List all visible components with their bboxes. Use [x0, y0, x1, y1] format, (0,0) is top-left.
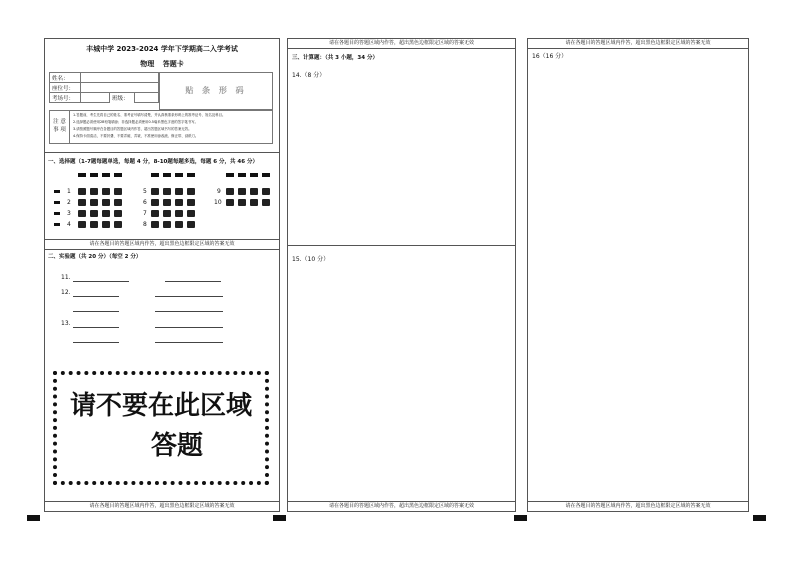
option-bubble[interactable]	[102, 210, 110, 217]
option-bubble[interactable]	[238, 199, 246, 206]
warning-text: 请在各题目的答题区域内作答，超出黑色边框限定区域的答案无效	[288, 39, 515, 49]
option-bubble[interactable]	[78, 188, 86, 195]
option-bubble[interactable]	[90, 199, 98, 206]
question-number: 1	[67, 188, 71, 195]
exam-subtitle: 物理 答题卡	[140, 60, 184, 68]
notice-line: 1.答题前，考生先将自己的姓名、准考证号填写清楚，并认真核准条形码上的准考证号、姓名及科目。	[73, 113, 226, 117]
option-bubble[interactable]	[187, 221, 195, 228]
answer-blank[interactable]	[73, 311, 119, 312]
question-number: 7	[143, 210, 147, 217]
item-number: 12.	[61, 289, 71, 296]
answer-blank[interactable]	[73, 281, 129, 282]
option-bubble[interactable]	[175, 188, 183, 195]
option-bubble[interactable]	[102, 221, 110, 228]
room-label: 考场号：	[50, 93, 81, 103]
no-answer-zone	[53, 371, 269, 485]
question-14-label: 14.（8 分）	[292, 72, 326, 79]
item-number: 11.	[61, 274, 71, 281]
option-bubble[interactable]	[114, 221, 122, 228]
option-bubble[interactable]	[151, 199, 159, 206]
notice-line: 4.保持卡面清洁，不要折叠、不要弄破、弄皱，不准使用涂改液、修正带、刮纸刀。	[73, 134, 199, 138]
question-number: 5	[143, 188, 147, 195]
option-bubble[interactable]	[90, 221, 98, 228]
option-bubble[interactable]	[226, 199, 234, 206]
class-field[interactable]	[135, 93, 159, 103]
option-bubble[interactable]	[114, 188, 122, 195]
alignment-marker	[753, 515, 766, 521]
option-bubble[interactable]	[102, 199, 110, 206]
warning-text: 请在各题目的答题区域内作答，超出黑色边框限定区域的答案无效	[288, 501, 515, 511]
question-14-answer-area[interactable]	[288, 79, 515, 244]
question-number: 8	[143, 221, 147, 228]
option-bubble[interactable]	[78, 210, 86, 217]
option-bubble[interactable]	[90, 188, 98, 195]
question-number: 4	[67, 221, 71, 228]
student-info-table	[49, 72, 159, 103]
question-16-label: 16（16 分）	[532, 53, 568, 60]
option-bubble[interactable]	[187, 188, 195, 195]
answer-column-1	[44, 38, 280, 512]
name-label: 姓名：	[50, 73, 81, 83]
option-bubble[interactable]	[175, 210, 183, 217]
question-number: 9	[217, 188, 221, 195]
option-bubble[interactable]	[151, 188, 159, 195]
no-answer-line2: 答题	[150, 431, 203, 461]
alignment-marker	[27, 515, 40, 521]
barcode-area	[159, 72, 273, 110]
answer-blank[interactable]	[165, 281, 221, 282]
option-bubble[interactable]	[90, 210, 98, 217]
option-bubble[interactable]	[262, 188, 270, 195]
no-answer-line1: 请不要在此区域	[69, 391, 252, 421]
option-bubble[interactable]	[175, 221, 183, 228]
warning-text: 请在各题目的答题区域内作答，超出黑色边框限定区域的答案无效	[528, 501, 748, 511]
alignment-marker	[514, 515, 527, 521]
question-15-answer-area[interactable]	[288, 263, 515, 501]
option-bubble[interactable]	[78, 221, 86, 228]
answer-blank[interactable]	[73, 327, 119, 328]
option-bubble[interactable]	[187, 199, 195, 206]
question-number: 2	[67, 199, 71, 206]
warning-text: 请在各题目的答题区域内作答，超出黑色边框限定区域的答案无效	[45, 501, 279, 511]
option-bubble[interactable]	[262, 199, 270, 206]
class-label: 班级：	[112, 95, 129, 102]
option-bubble[interactable]	[187, 210, 195, 217]
section2-title: 二、实验题（共 20 分）（每空 2 分）	[48, 254, 142, 260]
notice-line: 2.选择题必须使用2B铅笔填涂；非选择题必须使用0.5毫米黑色字迹的签字笔书写。	[73, 120, 198, 124]
seat-field[interactable]	[81, 83, 159, 93]
question-16-answer-area[interactable]	[528, 61, 748, 501]
answer-blank[interactable]	[155, 342, 223, 343]
warning-text: 请在各题目的答题区域内作答，超出黑色边框限定区域的答案无效	[528, 39, 748, 49]
option-bubble[interactable]	[102, 188, 110, 195]
option-bubble[interactable]	[163, 199, 171, 206]
option-bubble[interactable]	[114, 210, 122, 217]
section1-title: 一、选择题（1-7题每题单选，每题 4 分，8-10题每题多选，每题 6 分，共 46 分）	[48, 159, 258, 165]
option-bubble[interactable]	[151, 210, 159, 217]
section3-title: 三、计算题：（共 3 小题，34 分）	[292, 55, 378, 61]
option-bubble[interactable]	[114, 199, 122, 206]
notice-box	[49, 110, 273, 144]
answer-blank[interactable]	[155, 327, 223, 328]
option-bubble[interactable]	[151, 221, 159, 228]
option-bubble[interactable]	[163, 210, 171, 217]
item-number: 13.	[61, 320, 71, 327]
answer-blank[interactable]	[155, 296, 223, 297]
option-bubble[interactable]	[226, 188, 234, 195]
name-field[interactable]	[81, 73, 159, 83]
option-bubble[interactable]	[175, 199, 183, 206]
question-number: 6	[143, 199, 147, 206]
option-bubble[interactable]	[250, 188, 258, 195]
answer-blank[interactable]	[73, 342, 119, 343]
answer-column-3	[527, 38, 749, 512]
option-bubble[interactable]	[163, 221, 171, 228]
option-bubble[interactable]	[163, 188, 171, 195]
question-number: 10	[214, 199, 222, 206]
option-bubble[interactable]	[250, 199, 258, 206]
option-bubble[interactable]	[78, 199, 86, 206]
notice-line: 3.请按照题号顺序在各题目的答题区域内作答，超出答题区域书写的答案无效。	[73, 127, 192, 131]
answer-blank[interactable]	[155, 311, 223, 312]
question-15-label: 15.（10 分）	[292, 256, 330, 263]
warning-text: 请在各题目的答题区域内作答，超出黑色边框限定区域的答案无效	[45, 240, 279, 250]
option-bubble[interactable]	[238, 188, 246, 195]
answer-blank[interactable]	[73, 296, 119, 297]
exam-title: 丰城中学 2023-2024 学年下学期高二入学考试	[86, 45, 238, 53]
notice-label: 注 意 事 项	[50, 111, 70, 143]
seat-label: 座位号：	[50, 83, 81, 93]
barcode-label: 贴 条 形 码	[185, 86, 247, 95]
question-number: 3	[67, 210, 71, 217]
alignment-marker	[273, 515, 286, 521]
answer-column-2	[287, 38, 516, 512]
room-field[interactable]	[81, 93, 110, 103]
